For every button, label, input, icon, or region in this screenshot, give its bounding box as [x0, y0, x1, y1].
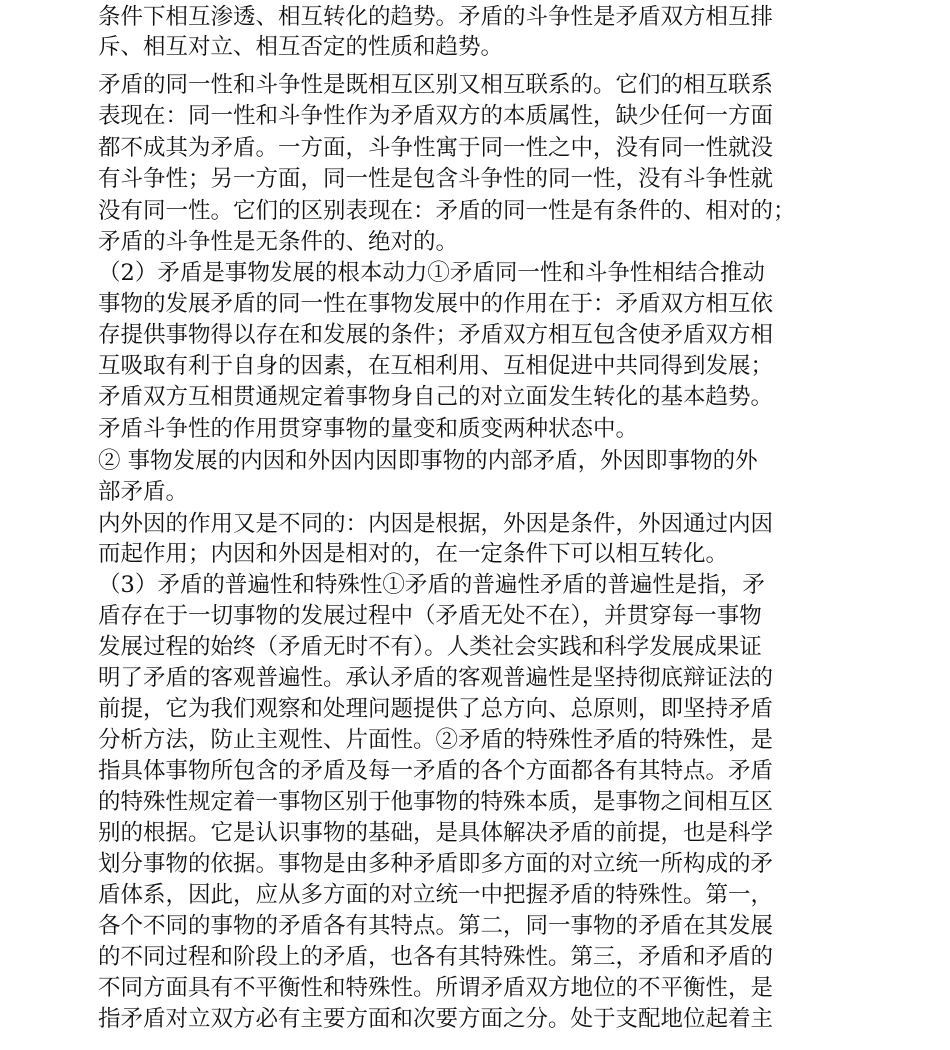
text-line: ② 事物发展的内因和外因内因即事物的内部矛盾，外因即事物的外 — [98, 448, 758, 474]
text-line: 别的根据。它是认识事物的基础，是具体解决矛盾的前提，也是科学 — [98, 820, 774, 846]
text-line: 各个不同的事物的矛盾各有其特点。第二，同一事物的矛盾在其发展 — [98, 913, 774, 939]
text-line: 的不同过程和阶段上的矛盾，也各有其特殊性。第三，矛盾和矛盾的 — [98, 944, 774, 970]
text-line: 互吸取有利于自身的因素，在互相利用、互相促进中共同得到发展； — [98, 353, 774, 379]
text-line: 有斗争性；另一方面，同一性是包含斗争性的同一性，没有斗争性就 — [98, 166, 774, 192]
text-line: 都不成其为矛盾。一方面，斗争性寓于同一性之中，没有同一性就没 — [98, 135, 774, 161]
text-line: 斥、相互对立、相互否定的性质和趋势。 — [98, 34, 504, 60]
text-line: 而起作用；内因和外因是相对的，在一定条件下可以相互转化。 — [98, 541, 729, 567]
text-line: 盾体系，因此，应从多方面的对立统一中把握矛盾的特殊性。第一， — [98, 882, 774, 908]
text-line: 指矛盾对立双方必有主要方面和次要方面之分。处于支配地位起着主 — [98, 1006, 774, 1032]
text-line: 存提供事物得以存在和发展的条件；矛盾双方相互包含使矛盾双方相 — [98, 322, 774, 348]
text-line: 的特殊性规定着一事物区别于他事物的特殊本质，是事物之间相互区 — [98, 789, 774, 815]
text-line: 条件下相互渗透、相互转化的趋势。矛盾的斗争性是矛盾双方相互排 — [98, 4, 774, 30]
text-line: 矛盾的同一性和斗争性是既相互区别又相互联系的。它们的相互联系 — [98, 72, 774, 98]
text-line: 部矛盾。 — [98, 479, 189, 505]
text-line: 矛盾斗争性的作用贯穿事物的量变和质变两种状态中。 — [98, 416, 639, 442]
text-line: 前提，它为我们观察和处理问题提供了总方向、总原则，即坚持矛盾 — [98, 696, 774, 722]
text-line: 盾存在于一切事物的发展过程中（矛盾无处不在），并贯穿每一事物 — [98, 603, 762, 629]
text-line: 没有同一性。它们的区别表现在：矛盾的同一性是有条件的、相对的； — [98, 198, 796, 224]
text-line: 内外因的作用又是不同的：内因是根据，外因是条件，外因通过内因 — [98, 511, 774, 537]
text-line: 指具体事物所包含的矛盾及每一矛盾的各个方面都各有其特点。矛盾 — [98, 758, 774, 784]
text-line: 发展过程的始终（矛盾无时不有）。人类社会实践和科学发展成果证 — [98, 634, 762, 660]
text-line: 事物的发展矛盾的同一性在事物发展中的作用在于：矛盾双方相互依 — [98, 291, 774, 317]
text-line: 表现在：同一性和斗争性作为矛盾双方的本质属性，缺少任何一方面 — [98, 103, 774, 129]
text-line: 矛盾双方互相贯通规定着事物身自己的对立面发生转化的基本趋势。 — [98, 384, 774, 410]
text-line: 分析方法，防止主观性、片面性。②矛盾的特殊性矛盾的特殊性，是 — [98, 727, 774, 753]
text-line: 划分事物的依据。事物是由多种矛盾即多方面的对立统一所构成的矛 — [98, 851, 774, 877]
text-line: 明了矛盾的客观普遍性。承认矛盾的客观普遍性是坚持彻底辩证法的 — [98, 665, 774, 691]
text-line: （3）矛盾的普遍性和特殊性①矛盾的普遍性矛盾的普遍性是指，矛 — [98, 572, 765, 598]
text-line: （2）矛盾是事物发展的根本动力①矛盾同一性和斗争性相结合推动 — [98, 260, 765, 286]
text-line: 矛盾的斗争性是无条件的、绝对的。 — [98, 229, 459, 255]
text-line: 不同方面具有不平衡性和特殊性。所谓矛盾双方地位的不平衡性，是 — [98, 975, 774, 1001]
